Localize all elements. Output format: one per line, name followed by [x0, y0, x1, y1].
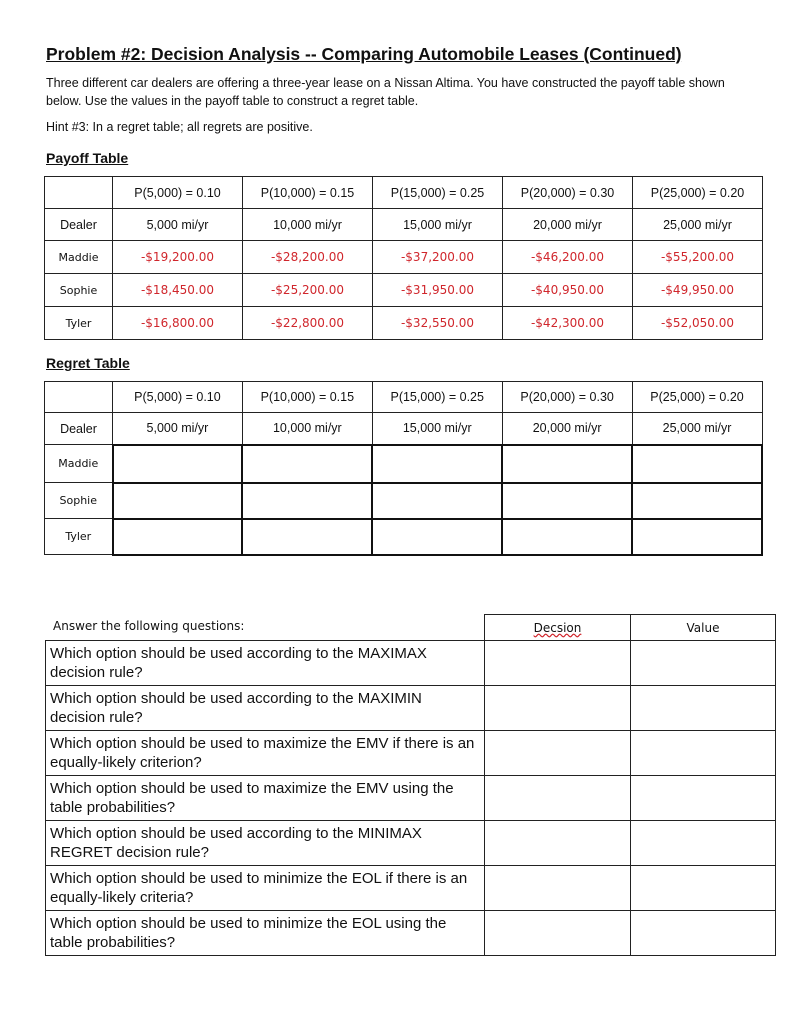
question-row: [46, 686, 776, 731]
probability-header: P(5,000) = 0.10: [113, 177, 243, 209]
payoff-value: -$22,800.00: [243, 307, 373, 340]
regret-input-cell[interactable]: [113, 483, 243, 519]
value-answer-cell[interactable]: [631, 821, 776, 866]
value-answer-cell[interactable]: [631, 641, 776, 686]
dealer-label: Dealer: [45, 209, 113, 241]
dealer-name: Maddie: [45, 241, 113, 274]
decision-answer-cell[interactable]: [485, 911, 631, 956]
mileage-header: 15,000 mi/yr: [373, 209, 503, 241]
mileage-header: 20,000 mi/yr: [502, 413, 632, 445]
page-title: Problem #2: Decision Analysis -- Comparing Automobile Leases (Continued): [46, 44, 682, 64]
decision-answer-cell[interactable]: [485, 731, 631, 776]
value-answer-cell[interactable]: [631, 866, 776, 911]
dealer-name: Sophie: [45, 483, 113, 519]
regret-input-cell[interactable]: [242, 483, 372, 519]
regret-input-cell[interactable]: [632, 445, 762, 483]
payoff-value: -$49,950.00: [633, 274, 763, 307]
regret-input-cell[interactable]: [242, 519, 372, 555]
value-answer-cell[interactable]: [631, 911, 776, 956]
hint-text: Hint #3: In a regret table; all regrets are positive.: [46, 120, 313, 134]
regret-input-cell[interactable]: [502, 483, 632, 519]
question-text: Which option should be used to minimize the EOL if there is an equally-likely criteria?: [46, 866, 485, 911]
dealer-name: Tyler: [45, 307, 113, 340]
payoff-value: -$18,450.00: [113, 274, 243, 307]
decision-answer-cell[interactable]: [485, 776, 631, 821]
decision-answer-cell[interactable]: [485, 866, 631, 911]
table-row: [45, 519, 763, 555]
mileage-header: 5,000 mi/yr: [113, 413, 243, 445]
question-row: [46, 731, 776, 776]
table-row: [45, 274, 763, 307]
payoff-value: -$40,950.00: [503, 274, 633, 307]
value-answer-cell[interactable]: [631, 731, 776, 776]
payoff-value: -$16,800.00: [113, 307, 243, 340]
table-row: [45, 307, 763, 340]
regret-input-cell[interactable]: [632, 519, 762, 555]
dealer-label: Dealer: [45, 413, 113, 445]
probability-header: P(10,000) = 0.15: [243, 177, 373, 209]
payoff-value: -$46,200.00: [503, 241, 633, 274]
decision-answer-cell[interactable]: [485, 641, 631, 686]
regret-input-cell[interactable]: [502, 519, 632, 555]
question-row: [46, 821, 776, 866]
regret-input-cell[interactable]: [242, 445, 372, 483]
regret-input-cell[interactable]: [113, 519, 243, 555]
payoff-value: -$37,200.00: [373, 241, 503, 274]
probability-header: P(25,000) = 0.20: [632, 382, 762, 413]
mileage-header: 20,000 mi/yr: [503, 209, 633, 241]
table-row: [45, 445, 763, 483]
regret-table: [44, 381, 763, 556]
decision-answer-cell[interactable]: [485, 821, 631, 866]
regret-input-cell[interactable]: [502, 445, 632, 483]
probability-header: P(15,000) = 0.25: [373, 177, 503, 209]
regret-heading: Regret Table: [46, 355, 130, 371]
question-text: Which option should be used to minimize the EOL using the table probabilities?: [46, 911, 485, 956]
probability-header: P(20,000) = 0.30: [502, 382, 632, 413]
regret-input-cell[interactable]: [372, 445, 502, 483]
payoff-value: -$25,200.00: [243, 274, 373, 307]
corner-cell: [45, 382, 113, 413]
payoff-table: [44, 176, 763, 340]
dealer-name: Maddie: [45, 445, 113, 483]
payoff-heading: Payoff Table: [46, 150, 129, 166]
mileage-header: 25,000 mi/yr: [632, 413, 762, 445]
question-row: [46, 776, 776, 821]
mileage-header: 5,000 mi/yr: [113, 209, 243, 241]
probability-header: P(25,000) = 0.20: [633, 177, 763, 209]
probability-header: P(20,000) = 0.30: [503, 177, 633, 209]
payoff-value: -$28,200.00: [243, 241, 373, 274]
intro-text: Three different car dealers are offering a three-year lease on a Nissan Altima. You have constructed the payoff table shown below. Use the values in the payoff table to construct a regret table.: [46, 76, 725, 108]
corner-cell: [45, 177, 113, 209]
payoff-value: -$52,050.00: [633, 307, 763, 340]
probability-header: P(10,000) = 0.15: [242, 382, 372, 413]
table-row: [45, 483, 763, 519]
regret-input-cell[interactable]: [632, 483, 762, 519]
payoff-value: -$42,300.00: [503, 307, 633, 340]
value-header: Value: [631, 615, 776, 641]
question-text: Which option should be used according to the MINIMAX REGRET decision rule?: [46, 821, 485, 866]
regret-input-cell[interactable]: [113, 445, 243, 483]
question-text: Which option should be used to maximize the EMV if there is an equally-likely criterion?: [46, 731, 485, 776]
value-answer-cell[interactable]: [631, 686, 776, 731]
dealer-name: Sophie: [45, 274, 113, 307]
question-row: [46, 911, 776, 956]
table-row: [45, 241, 763, 274]
answers-table: [45, 614, 776, 956]
decision-answer-cell[interactable]: [485, 686, 631, 731]
payoff-value: -$31,950.00: [373, 274, 503, 307]
payoff-value: -$32,550.00: [373, 307, 503, 340]
payoff-value: -$55,200.00: [633, 241, 763, 274]
regret-input-cell[interactable]: [372, 519, 502, 555]
decision-header: Decsion: [485, 615, 631, 641]
question-text: Which option should be used according to the MAXIMIN decision rule?: [46, 686, 485, 731]
answers-intro: Answer the following questions:: [53, 619, 245, 633]
mileage-header: 10,000 mi/yr: [242, 413, 372, 445]
question-row: [46, 866, 776, 911]
probability-header: P(15,000) = 0.25: [372, 382, 502, 413]
question-row: [46, 641, 776, 686]
mileage-header: 10,000 mi/yr: [243, 209, 373, 241]
probability-header: P(5,000) = 0.10: [113, 382, 243, 413]
payoff-value: -$19,200.00: [113, 241, 243, 274]
mileage-header: 15,000 mi/yr: [372, 413, 502, 445]
value-answer-cell[interactable]: [631, 776, 776, 821]
regret-input-cell[interactable]: [372, 483, 502, 519]
question-text: Which option should be used to maximize the EMV using the table probabilities?: [46, 776, 485, 821]
mileage-header: 25,000 mi/yr: [633, 209, 763, 241]
question-text: Which option should be used according to the MAXIMAX decision rule?: [46, 641, 485, 686]
dealer-name: Tyler: [45, 519, 113, 555]
